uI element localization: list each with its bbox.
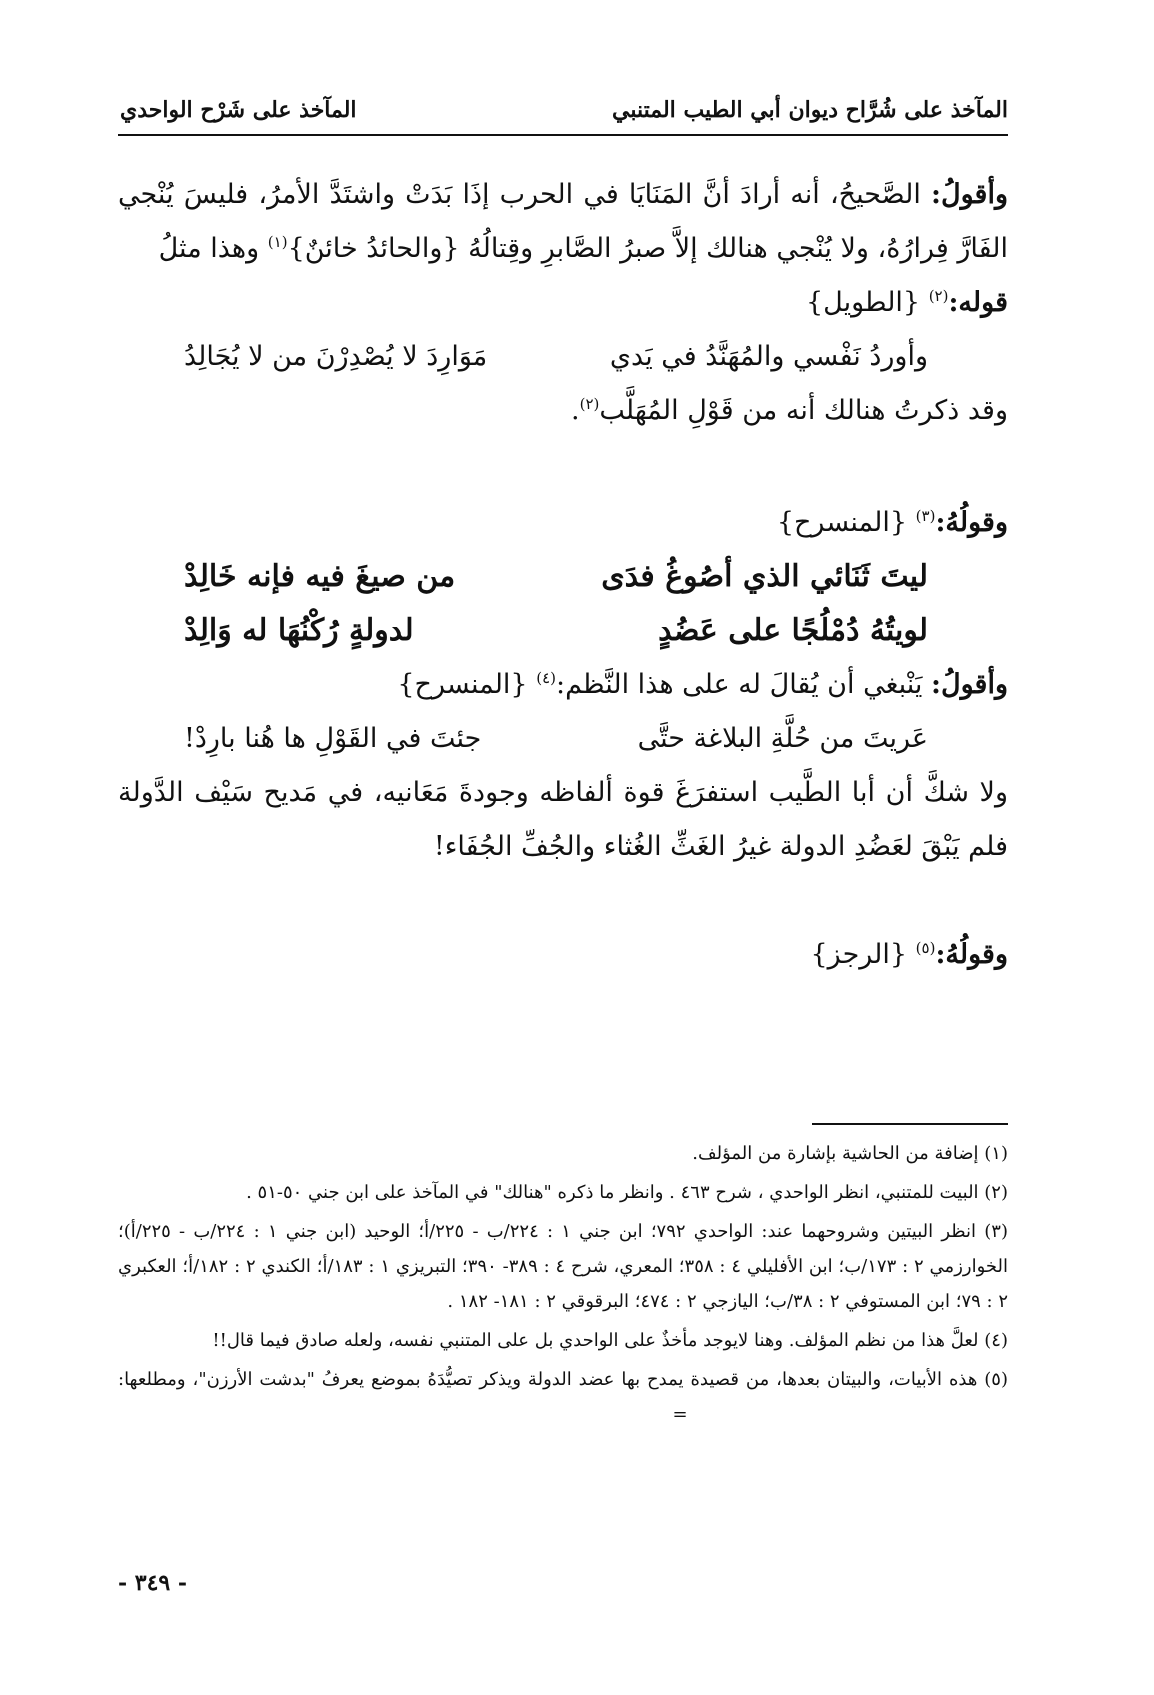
meter-name-munsarih: {المنسرح} <box>776 507 916 538</box>
paragraph-5 <box>118 658 1008 712</box>
paragraph-5-label: وأقولُ: <box>931 669 1008 700</box>
verse-4-first-hemistich: عَريتَ من حُلَّةِ البلاغة حتَّى <box>637 723 928 754</box>
footnote-ref-2: (٢) <box>928 287 949 305</box>
verse-4-second-hemistich: جئتَ في القَوْلِ ها هُنا بارِدْ! <box>184 723 482 754</box>
spacer <box>118 438 1008 496</box>
header-section-title: المآخذ على شَرْح الواحدي <box>120 97 357 123</box>
verse-3-second-hemistich: لدولةٍ رُكْنُهَا له وَالِدْ <box>184 613 414 648</box>
paragraph-1-text: الصَّحيحُ، أنه أرادَ أنَّ المَنَايَا في الحرب إذَا بَدَتْ واشتَدَّ الأمرُ، فليسَ يُنْجي الفَارَّ فِرارُهُ، ولا يُنْجي هنالك إلاَّ صبرُ الصَّابرِ وقِتالُهُ {والحائدُ خائنٌ} <box>118 179 1008 264</box>
meter-name-munsarih-2: {المنسرح} <box>397 669 537 700</box>
footnotes <box>118 1136 1008 1436</box>
verse-3 <box>118 604 1008 658</box>
running-header <box>120 88 1008 132</box>
footnote-ref-3: (٣) <box>915 507 936 525</box>
paragraph-7 <box>118 928 1008 982</box>
paragraph-2-label: قوله: <box>948 287 1008 318</box>
footnote-2: (٢) البيت للمتنبي، انظر الواحدي ، شرح ٤٦٣ . وانظر ما ذكره "هنالك" في المآخذ على ابن جني ٥٠-٥١ . <box>246 1182 1008 1203</box>
footnote-ref-2b: (٢) <box>579 395 600 413</box>
continuation-mark: = <box>672 1404 688 1425</box>
page-number: - ٣٤٩ - <box>118 1570 188 1596</box>
paragraph-7-label: وقولُهُ: <box>935 939 1008 970</box>
verse-2-first-hemistich: ليتَ ثَنَائي الذي أصُوغُ فدَى <box>601 559 928 594</box>
paragraph-3-end: . <box>571 395 580 426</box>
footnote-ref-4: (٤) <box>536 669 556 687</box>
verse-1 <box>118 330 1008 384</box>
paragraph-3 <box>118 384 1008 438</box>
verse-3-first-hemistich: لويتُهُ دُمْلُجًا على عَضُدٍ <box>658 613 928 648</box>
verse-1-first-hemistich: وأوردُ نَفْسي والمُهَنَّدُ في يَدي <box>609 341 928 372</box>
paragraph-4-label: وقولُهُ: <box>935 507 1008 538</box>
verse-2 <box>118 550 1008 604</box>
main-text <box>118 168 1008 982</box>
footnote-3: (٣) انظر البيتين وشروحهما عند: الواحدي ٧٩٢؛ ابن جني ١ : ٢٢٤/ب - ٢٢٥/أ؛ الوحيد (ابن جني ١ : ٢٢٤/ب - ٢٢٥/أ)؛ الخوارزمي ٢ : ١٧٣/ب؛ ابن الأفليلي ٤ : ٣٥٨؛ المعري، شرح ٤ : ٣٨٩- ٣٩٠؛ التبريزي ١ : ١٨٣/أ؛ الكندي ٢ : ١٨٢/أ؛ العكبري ٢ : ٧٩؛ ابن المستوفي ٢ : ٣٨/ب؛ اليازجي ٢ : ٤٧٤؛ البرقوقي ٢ : ١٨١- ١٨٢ . <box>118 1221 1008 1312</box>
paragraph-2 <box>118 276 1008 330</box>
footnote-divider <box>812 1123 1008 1125</box>
paragraph-5-text: يَنْبغي أن يُقالَ له على هذا النَّظم: <box>555 669 932 700</box>
verse-2-second-hemistich: من صيغَ فيه فإنه خَالِدْ <box>184 559 456 594</box>
meter-name-tawil: {الطويل} <box>805 287 929 318</box>
footnote-ref-1: (١) <box>267 233 288 251</box>
paragraph-1 <box>118 168 1008 276</box>
footnote-1: (١) إضافة من الحاشية بإشارة من المؤلف. <box>692 1143 1008 1164</box>
footnote-ref-5: (٥) <box>915 939 936 957</box>
footnote-5-text: (٥) هذه الأبيات، والبيتان بعدها، من قصيدة يمدح بها عضد الدولة ويذكر تصيُّدَهُ بموضع يعرفُ "بدشت الأرزن"، ومطلعها: <box>118 1369 1008 1390</box>
header-book-title: المآخذ على شُرَّاح ديوان أبي الطيب المتنبي <box>612 97 1008 123</box>
header-divider <box>118 134 1008 136</box>
verse-4 <box>118 712 1008 766</box>
spacer <box>118 874 1008 928</box>
paragraph-6-text: ولا شكَّ أن أبا الطَّيب استفرَغَ قوة ألفاظه وجودةَ مَعَانيه، في مَديح سَيْف الدَّولة فلم يَبْقَ لعَضُدِ الدولة غيرُ الغَثِّ الغُثاء والجُفِّ الجُفَاء! <box>118 777 1008 862</box>
paragraph-6 <box>118 766 1008 874</box>
footnote-5 <box>118 1362 1008 1432</box>
footnote-4: (٤) لعلَّ هذا من نظم المؤلف. وهنا لايوجد مأخذٌ على الواحدي بل على المتنبي نفسه، ولعله صادق فيما قال!! <box>212 1330 1008 1351</box>
paragraph-3-text: وقد ذكرتُ هنالك أنه من قَوْلِ المُهَلَّب <box>599 395 1008 426</box>
meter-name-rajaz: {الرجز} <box>810 939 916 970</box>
paragraph-1-label: وأقولُ: <box>931 179 1008 210</box>
paragraph-1-tail: وهذا مثلُ <box>158 233 268 264</box>
paragraph-4 <box>118 496 1008 550</box>
verse-1-second-hemistich: مَوَارِدَ لا يُصْدِرْنَ من لا يُجَالِدُ <box>184 341 488 372</box>
